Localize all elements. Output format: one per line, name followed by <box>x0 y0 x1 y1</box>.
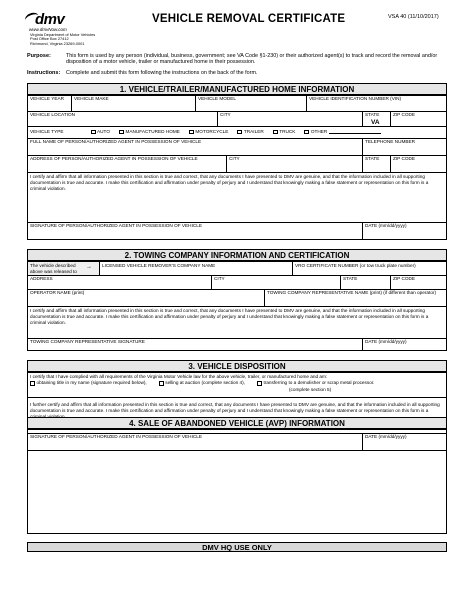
dmvhq-header: DMV HQ USE ONLY <box>27 542 447 552</box>
section4-header: 4. SALE OF ABANDONED VEHICLE (AVP) INFORMATION <box>27 417 447 429</box>
tow-city-field[interactable]: CITY <box>214 276 225 281</box>
possessor-state-field[interactable]: STATE <box>365 156 380 161</box>
disposition-options <box>30 381 383 386</box>
tow-rep-signature-field[interactable]: TOWING COMPANY REPRESENTATIVE SIGNATURE <box>30 339 145 344</box>
type-truck-checkbox[interactable]: TRUCK <box>273 130 296 135</box>
possessor-address-field[interactable]: ADDRESS OF PERSON/AUTHORIZED AGENT IN POSSESSION OF VEHICLE <box>30 156 198 161</box>
tow-rep-name-field[interactable]: TOWING COMPANY REPRESENTATIVE NAME (print) (if different than operator) <box>267 290 437 295</box>
section4-box <box>27 429 447 534</box>
state-value: VA <box>371 118 380 126</box>
possessor-name-field[interactable]: FULL NAME OF PERSON/AUTHORIZED AGENT IN POSSESSION OF VEHICLE <box>30 139 202 144</box>
tow-zip-field[interactable]: ZIP CODE <box>393 276 416 281</box>
vehicle-location-field[interactable]: VEHICLE LOCATION <box>30 112 75 117</box>
type-motorcycle-checkbox[interactable]: MOTORCYCLE <box>189 130 229 135</box>
vin-field[interactable]: VEHICLE IDENTIFICATION NUMBER (VIN) <box>309 96 402 101</box>
section1-box <box>27 95 447 240</box>
form-title: VEHICLE REMOVAL CERTIFICATE <box>152 13 346 25</box>
vehicle-type-row <box>30 130 390 135</box>
agency-address <box>30 33 95 46</box>
instructions-text: Complete and submit this form following the instructions on the back of the form. <box>66 70 258 76</box>
released-to-label: The vehicle described above was released to <box>30 263 77 274</box>
section3-date-field[interactable]: DATE (mm/dd/yyyy) <box>365 434 407 439</box>
tow-state-field[interactable]: STATE <box>343 276 358 281</box>
vehicle-year-field[interactable]: VEHICLE YEAR <box>30 96 65 101</box>
section2-certification: I certify and affirm that all information presented in this section is true and correct, that any documents I have presented to DMV are genuine, and that the information included in all supporting documentation is true and accurate. I make this certification and affirmation under penalty of perjury and I understand that knowingly making a false statement or representation on this form is a criminal violation. <box>30 308 429 325</box>
purpose-text: This form is used by any person (individual, business, government; see VA Code §1-230) or their authorized agent(s) to track and record the removal and/or disposition of a motor vehicle, trailer or manufactured home in their possession. <box>66 53 438 66</box>
city-field[interactable]: CITY <box>220 112 231 117</box>
section3-signature-field[interactable]: SIGNATURE OF PERSON/AUTHORIZED AGENT IN POSSESSION OF VEHICLE <box>30 434 202 439</box>
possessor-city-field[interactable]: CITY <box>229 156 240 161</box>
arrow-right-icon: → <box>86 264 92 270</box>
instructions-label: Instructions: <box>27 70 61 76</box>
section3-certification: I further certify and affirm that all information presented in this section is true and correct, that any documents I have presented to DMV are genuine, and that the information included in all supporting documentation is true and accurate. I make this certification and affirmation under penalty of perjury and I understand that knowingly making a false statement or representation on this form is a <box>30 402 440 413</box>
disposition-auction-checkbox[interactable]: selling at auction (complete section 4), <box>159 381 245 386</box>
section1-certification: I certify and affirm that all information presented in this section is true and correct, that any documents I have presented to DMV are genuine, and that the information included in all supporting documentation is true and accurate. I make this certification and affirmation under penalty of perjury and I understand that knowingly making a false statement or representation on this form is a criminal violation. <box>30 174 429 191</box>
agency-line: Richmond, Virginia 23269-0001 <box>30 40 85 46</box>
logo-text: dmv <box>35 11 65 28</box>
disposition-section5-note: (complete section 5) <box>289 386 332 392</box>
purpose-label: Purpose: <box>27 53 51 59</box>
licensed-remover-name-field[interactable]: LICENSED VEHICLE REMOVER'S COMPANY NAME <box>102 263 216 268</box>
section2-header: 2. TOWING COMPANY INFORMATION AND CERTIFICATION <box>27 249 447 261</box>
type-other-checkbox[interactable]: OTHER <box>304 130 381 135</box>
form-number: VSA 40 (11/10/2017) <box>388 14 439 20</box>
agency-line: Post Office Box 27412 <box>30 36 69 42</box>
vro-certificate-field[interactable]: VRO CERTIFICATE NUMBER (or tow truck plate number) <box>295 263 416 268</box>
agency-line: Virginia Department of Motor Vehicles <box>30 32 96 37</box>
section2-date-field[interactable]: DATE (mm/dd/yyyy) <box>365 339 407 344</box>
zip-field[interactable]: ZIP CODE <box>393 112 416 117</box>
section1-signature-field[interactable]: SIGNATURE OF PERSON/AUTHORIZED AGENT IN POSSESSION OF VEHICLE <box>30 223 202 228</box>
disposition-statement: I certify that I have complied with all requirements of the Virginia Motor Vehicle law for the above vehicle, trailer, or manufactured home and am: <box>30 373 328 379</box>
operator-name-field[interactable]: OPERATOR NAME (print) <box>30 290 85 295</box>
telephone-field[interactable]: TELEPHONE NUMBER <box>365 139 416 144</box>
section3-header: 3. VEHICLE DISPOSITION <box>27 360 447 372</box>
vehicle-model-field[interactable]: VEHICLE MODEL <box>198 96 237 101</box>
disposition-demolisher-checkbox[interactable]: transferring to a demolisher or scrap metal processor. <box>257 381 375 386</box>
type-manufactured-home-checkbox[interactable]: MANUFACTURED HOME <box>119 130 180 135</box>
section1-header: 1. VEHICLE/TRAILER/MANUFACTURED HOME INFORMATION <box>27 83 447 95</box>
possessor-zip-field[interactable]: ZIP CODE <box>393 156 416 161</box>
section1-date-field[interactable]: DATE (mm/dd/yyyy) <box>365 223 407 228</box>
state-field[interactable]: STATE <box>365 112 380 117</box>
type-auto-checkbox[interactable]: AUTO <box>91 130 110 135</box>
tow-address-field[interactable]: ADDRESS <box>30 276 53 281</box>
type-trailer-checkbox[interactable]: TRAILER <box>237 130 263 135</box>
vehicle-make-field[interactable]: VEHICLE MAKE <box>74 96 109 101</box>
vehicle-type-label: VEHICLE TYPE <box>30 128 64 134</box>
logo-url: www.dmvNow.com <box>29 27 67 32</box>
disposition-title-checkbox[interactable]: obtaining title in my name (signature required below), <box>30 381 147 386</box>
